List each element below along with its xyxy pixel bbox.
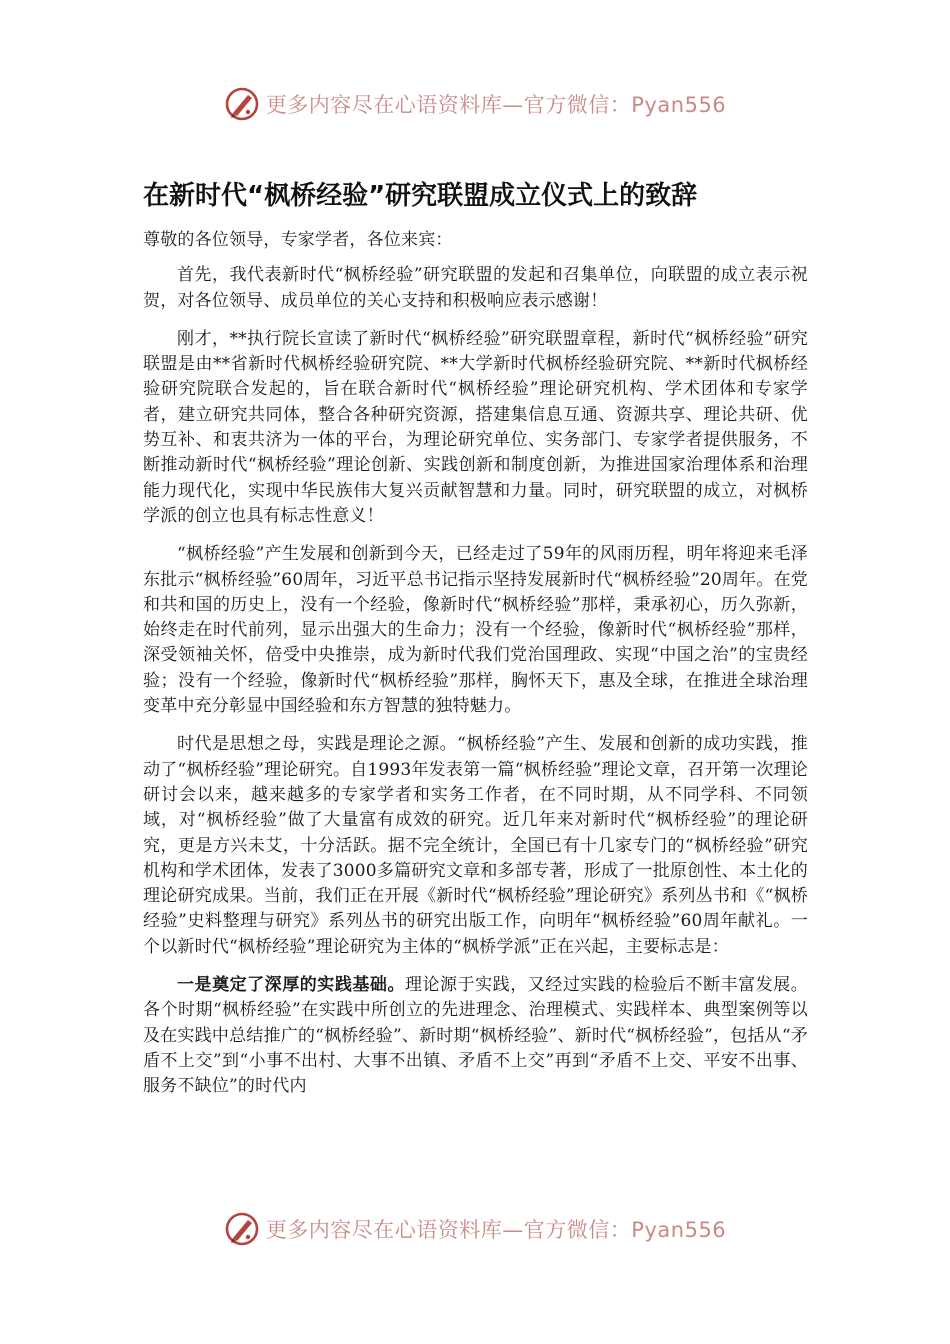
banner-text: 更多内容尽在心语资料库—官方微信：Pyan556 — [265, 93, 727, 117]
pen-logo-icon — [224, 1211, 260, 1247]
point-one-lead: 一是奠定了深厚的实践基础。 — [177, 975, 405, 996]
pen-logo-icon — [224, 86, 260, 122]
greeting: 尊敬的各位领导，专家学者，各位来宾： — [143, 230, 453, 250]
header-banner — [0, 84, 950, 124]
document-title: 在新时代“枫桥经验”研究联盟成立仪式上的致辞 — [143, 181, 698, 211]
paragraph: “枫桥经验”产生发展和创新到今天，已经走过了59年的风雨历程，明年将迎来毛泽东批示“枫桥经验”60周年，习近平总书记指示坚持发展新时代“枫桥经验”20周年。在党和共和国的历史上，没有一个经验，像新时代“枫桥经验”那样，秉承初心，历久弥新，始终走在时代前列，显示出强大的生命力；没有一个经验，像新时代“枫桥经验”那样，深受领袖关怀，倍受中央推崇，成为新时代我们党治国理政、实现“中国之治”的宝贵经验；没有一个经验，像新时代“枫桥经验”那样，胸怀天下，惠及全球，在推进全球治理变革中充分彰显中国经验和东方智慧的独特魅力。 — [143, 544, 808, 717]
paragraph-point-one — [143, 973, 808, 1099]
point-one-text: 理论源于实践，又经过实践的检验后不断丰富发展。各个时期“枫桥经验”在实践中所创立的先进理念、治理模式、实践样本、典型案例等以及在实践中总结推广的“枫桥经验”、新时期“枫桥经验”、新时代“枫桥经验”，包括从“矛盾不上交”到“小事不出村、大事不出镇、矛盾不上交”再到“矛盾不上交、平安不出事、服务不缺位”的时代内 — [143, 975, 808, 1097]
paragraph: 时代是思想之母，实践是理论之源。“枫桥经验”产生、发展和创新的成功实践，推动了“枫桥经验”理论研究。自1993年发表第一篇“枫桥经验”理论文章，召开第一次理论研讨会以来，越来越多的专家学者和实务工作者，在不同时期，从不同学科、不同领域，对“枫桥经验”做了大量富有成效的研究。近几年来对新时代“枫桥经验”的理论研究，更是方兴未艾，十分活跃。据不完全统计，全国已有十几家专门的“枫桥经验”研究机构和学术团体，发表了3000多篇研究文章和多部专著，形成了一批原创性、本土化的理论研究成果。当前，我们正在开展《新时代“枫桥经验”理论研究》系列丛书和《“枫桥经验”史料整理与研究》系列丛书的研究出版工作，向明年“枫桥经验”60周年献礼。一个以新时代“枫桥经验”理论研究为主体的“枫桥学派”正在兴起，主要标志是： — [143, 734, 808, 957]
paragraph: 刚才，**执行院长宣读了新时代“枫桥经验”研究联盟章程，新时代“枫桥经验”研究联盟是由**省新时代枫桥经验研究院、**大学新时代枫桥经验研究院、**新时代枫桥经验研究院联合发起的，旨在联合新时代“枫桥经验”理论研究机构、学术团体和专家学者，建立研究共同体，整合各种研究资源，搭建集信息互通、资源共享、理论共研、优势互补、和衷共济为一体的平台，为理论研究单位、实务部门、专家学者提供服务，不断推动新时代“枫桥经验”理论创新、实践创新和制度创新，为推进国家治理体系和治理能力现代化，实现中华民族伟大复兴贡献智慧和力量。同时，研究联盟的成立，对枫桥学派的创立也具有标志性意义！ — [143, 328, 808, 526]
footer-banner — [0, 1209, 950, 1249]
paragraph: 首先，我代表新时代“枫桥经验”研究联盟的发起和召集单位，向联盟的成立表示祝贺，对各位领导、成员单位的关心支持和积极响应表示感谢！ — [143, 265, 808, 311]
document-body — [143, 172, 808, 1113]
banner-text: 更多内容尽在心语资料库—官方微信：Pyan556 — [265, 1218, 727, 1242]
